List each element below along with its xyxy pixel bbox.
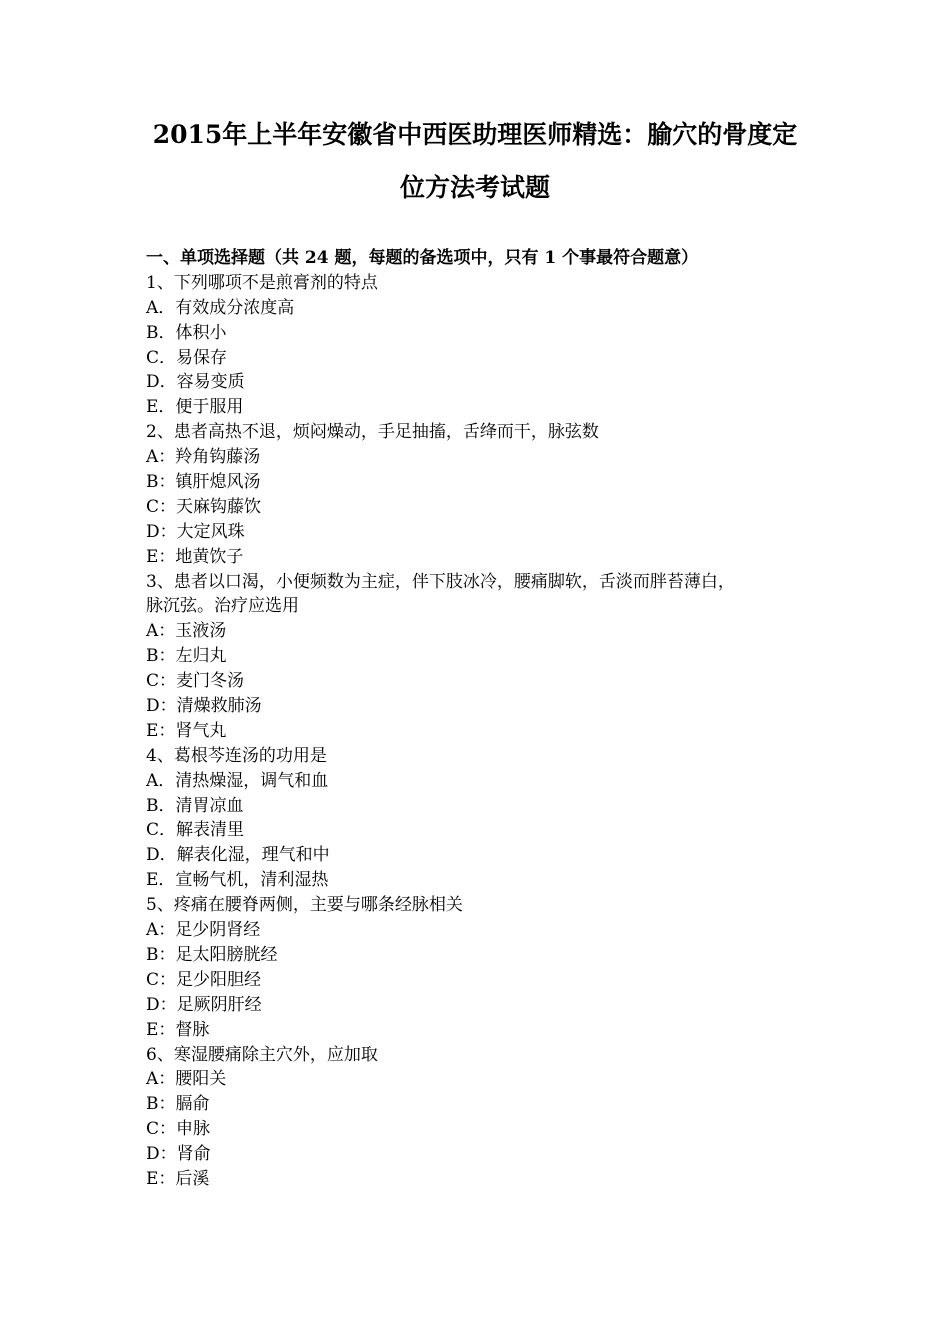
question-3-option-b: B：左归丸 [146, 646, 227, 667]
question-6-option-e: E：后溪 [146, 1168, 210, 1189]
question-6-option-d: D：肾俞 [146, 1144, 211, 1165]
document-title-line-1: 2015年上半年安徽省中西医助理医师精选：腧穴的骨度定 [152, 120, 798, 149]
question-6-option-b: B：膈俞 [146, 1094, 210, 1115]
question-1-option-d: D．容易变质 [146, 372, 245, 393]
section-heading: 一、单项选择题（共 24 题，每题的备选项中，只有 1 个事最符合题意） [146, 248, 699, 268]
question-3-stem-continued: 脉沉弦。治疗应选用 [146, 596, 299, 617]
question-1-option-c: C．易保存 [146, 347, 228, 368]
question-4-stem: 4、葛根芩连汤的功用是 [146, 745, 327, 766]
question-1-option-e: E．便于服用 [146, 397, 244, 418]
question-2-option-e: E：地黄饮子 [146, 546, 244, 567]
question-6-option-c: C：申脉 [146, 1119, 211, 1140]
question-4-option-d: D．解表化湿，理气和中 [146, 845, 330, 866]
question-2-option-d: D：大定风珠 [146, 521, 245, 542]
question-3-stem: 3、患者以口渴，小便频数为主症，伴下肢冰冷，腰痛脚软，舌淡而胖苔薄白， [146, 571, 735, 592]
question-5-option-a: A：足少阴肾经 [146, 920, 261, 941]
question-2-option-a: A：羚角钩藤汤 [146, 447, 261, 468]
question-6-option-a: A：腰阳关 [146, 1069, 227, 1090]
question-3-option-a: A：玉液汤 [146, 621, 227, 642]
question-2-stem: 2、患者高热不退，烦闷燥动，手足抽搐，舌绛而干，脉弦数 [146, 422, 599, 443]
question-3-option-e: E：肾气丸 [146, 720, 227, 741]
question-content [146, 246, 826, 1192]
question-4-option-c: C．解表清里 [146, 820, 245, 841]
question-4-option-b: B．清胃凉血 [146, 795, 244, 816]
question-5-option-b: B：足太阳膀胱经 [146, 944, 278, 965]
question-5-stem: 5、疼痛在腰脊两侧，主要与哪条经脉相关 [146, 895, 463, 916]
question-5-option-c: C：足少阳胆经 [146, 969, 262, 990]
document-title-line-2: 位方法考试题 [399, 173, 550, 202]
question-4-option-a: A．清热燥湿，调气和血 [146, 770, 329, 791]
question-1-stem: 1、下列哪项不是煎膏剂的特点 [146, 272, 378, 293]
question-5-option-e: E：督脉 [146, 1019, 210, 1040]
question-4-option-e: E．宣畅气机，清利湿热 [146, 870, 329, 891]
question-2-option-c: C：天麻钩藤饮 [146, 496, 262, 517]
question-3-option-c: C：麦门冬汤 [146, 671, 245, 692]
question-3-option-d: D：清燥救肺汤 [146, 696, 262, 717]
question-2-option-b: B：镇肝熄风汤 [146, 472, 261, 493]
question-5-option-d: D：足厥阴肝经 [146, 994, 262, 1015]
question-1-option-a: A．有效成分浓度高 [146, 297, 295, 318]
question-1-option-b: B．体积小 [146, 322, 227, 343]
question-6-stem: 6、寒湿腰痛除主穴外，应加取 [146, 1044, 378, 1065]
